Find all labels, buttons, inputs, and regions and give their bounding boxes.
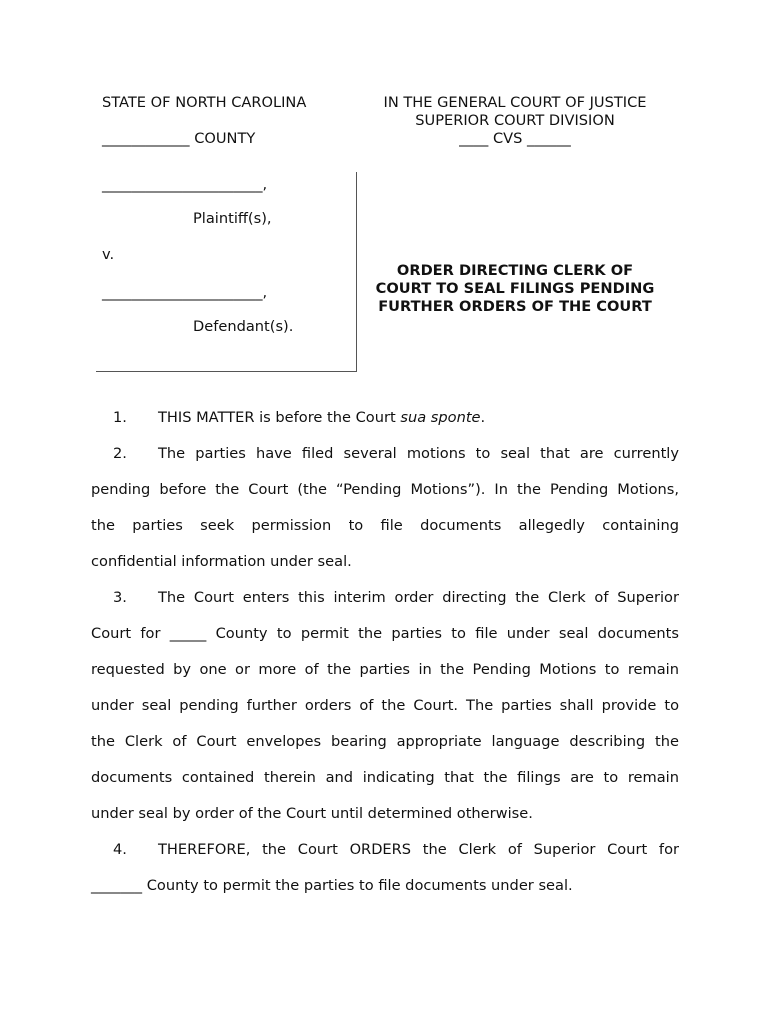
paragraph-3-line-7: under seal by order of the Court until determined otherwise.: [91, 805, 533, 822]
paragraph-3-line-3: requested by one or more of the parties in the Pending Motions to remain: [91, 661, 679, 678]
order-title-line-3: FURTHER ORDERS OF THE COURT: [378, 298, 652, 315]
court-name: IN THE GENERAL COURT OF JUSTICE: [383, 94, 647, 111]
paragraph-2-line-1: The parties have filed several motions to seal that are currently: [158, 445, 679, 462]
defendant-label: Defendant(s).: [193, 318, 294, 335]
paragraph-1-text: THIS MATTER is before the Court: [158, 409, 401, 426]
paragraph-1-latin: sua sponte: [400, 409, 481, 426]
order-title-line-1: ORDER DIRECTING CLERK OF: [396, 262, 634, 279]
plaintiff-blank: ______________________,: [102, 176, 268, 193]
paragraph-4-line-1: THEREFORE, the Court ORDERS the Clerk of Superior Court for: [158, 841, 679, 858]
paragraph-2-line-4: confidential information under seal.: [91, 553, 352, 570]
paragraph-2-line-2: pending before the Court (the “Pending Motions”). In the Pending Motions,: [91, 481, 679, 498]
paragraph-1-end: .: [480, 409, 486, 426]
county-line: ____________ COUNTY: [102, 130, 256, 147]
paragraph-3-line-6: documents contained therein and indicating that the filings are to remain: [91, 769, 679, 786]
paragraph-4-number: 4.: [113, 841, 127, 858]
paragraph-3-line-1: The Court enters this interim order directing the Clerk of Superior: [158, 589, 679, 606]
caption-vertical-rule: [356, 172, 357, 372]
order-title-line-2: COURT TO SEAL FILINGS PENDING: [375, 280, 655, 297]
paragraph-3-line-2: Court for _____ County to permit the parties to file under seal documents: [91, 625, 679, 642]
versus-label: v.: [102, 246, 115, 263]
paragraph-2-number: 2.: [113, 445, 127, 462]
defendant-blank: ______________________,: [102, 284, 268, 301]
paragraph-3-number: 3.: [113, 589, 127, 606]
state-name: STATE OF NORTH CAROLINA: [102, 94, 307, 111]
paragraph-4-line-2: _______ County to permit the parties to file documents under seal.: [91, 877, 573, 894]
paragraph-2-line-3: the parties seek permission to file documents allegedly containing: [91, 517, 679, 534]
plaintiff-label: Plaintiff(s),: [193, 210, 272, 227]
paragraph-3-line-4: under seal pending further orders of the Court. The parties shall provide to: [91, 697, 679, 714]
paragraph-1-number: 1.: [113, 409, 127, 426]
order-title: [362, 262, 668, 316]
caption-horizontal-rule: [96, 371, 357, 372]
paragraph-3-line-5: the Clerk of Court envelopes bearing appropriate language describing the: [91, 733, 679, 750]
paragraph-1: [158, 409, 485, 426]
court-division: SUPERIOR COURT DIVISION: [415, 112, 615, 129]
case-number: ____ CVS ______: [459, 130, 571, 147]
